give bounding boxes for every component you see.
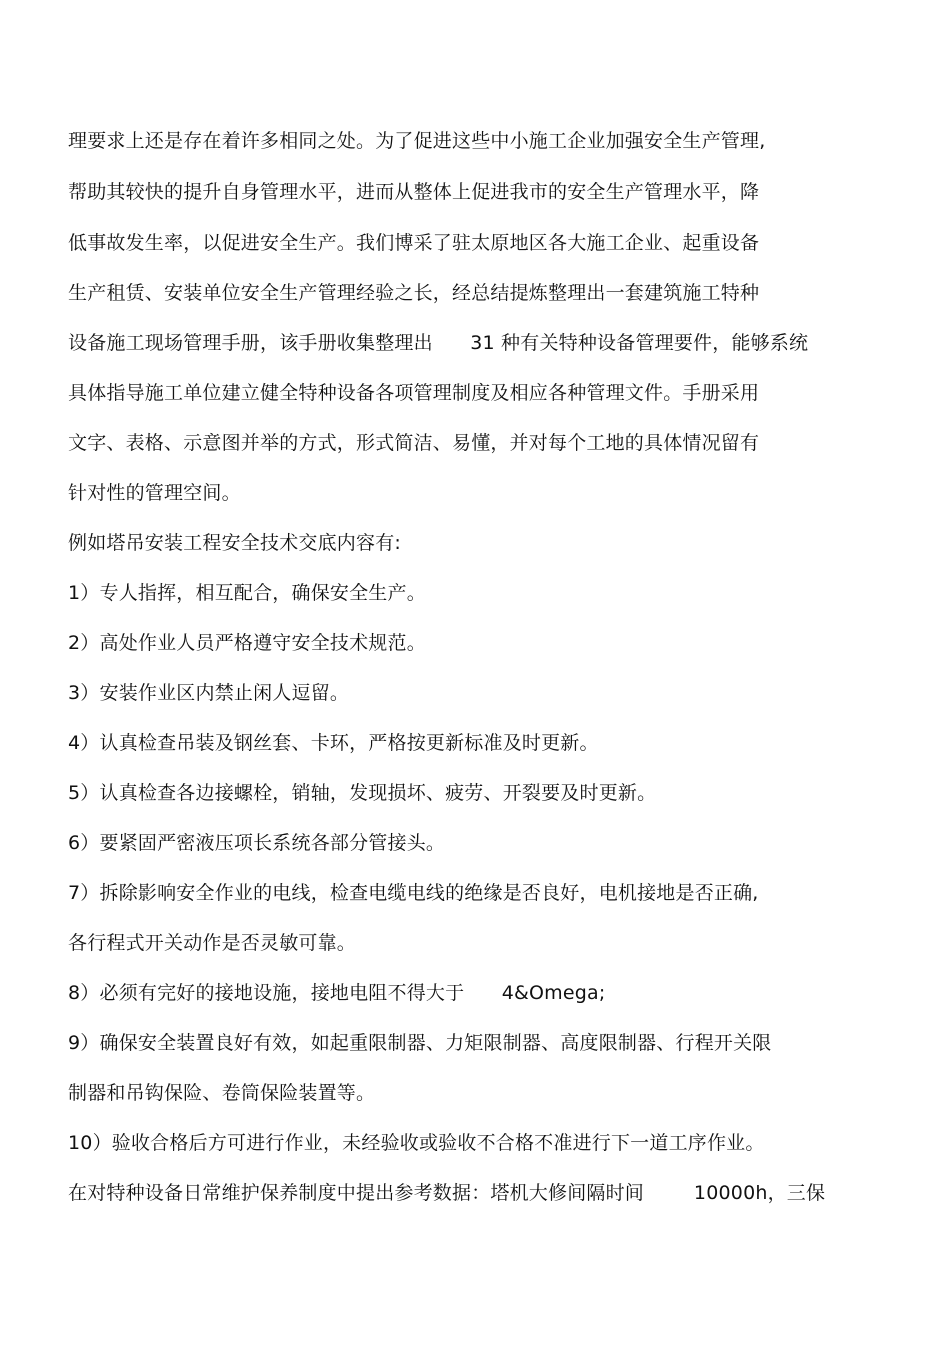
list-item: 9）确保安全装置良好有效，如起重限制器、力矩限制器、高度限制器、行程开关限: [68, 1032, 772, 1054]
list-item-continuation: 各行程式开关动作是否灵敏可靠。: [68, 932, 357, 954]
text-line: 理要求上还是存在着许多相同之处。为了促进这些中小施工企业加强安全生产管理,: [68, 130, 766, 152]
list-item: 1）专人指挥，相互配合，确保安全生产。: [68, 582, 426, 604]
list-item: 7）拆除影响安全作业的电线，检查电缆电线的绝缘是否良好，电机接地是否正确,: [68, 882, 759, 904]
text-line: 例如塔吊安装工程安全技术交底内容有:: [68, 532, 402, 554]
text-line: 低事故发生率，以促进安全生产。我们博采了驻太原地区各大施工企业、起重设备: [68, 232, 760, 254]
list-item: 3）安装作业区内禁止闲人逗留。: [68, 682, 350, 704]
text-line: 文字、表格、示意图并举的方式，形式简洁、易懂，并对每个工地的具体情况留有: [68, 432, 760, 454]
list-item-continuation: 制器和吊钩保险、卷筒保险装置等。: [68, 1082, 376, 1104]
list-item: 4）认真检查吊装及钢丝套、卡环，严格按更新标准及时更新。: [68, 732, 599, 754]
list-item: 5）认真检查各边接螺栓，销轴，发现损坏、疲劳、开裂要及时更新。: [68, 782, 657, 804]
list-item: 10）验收合格后方可进行作业，未经验收或验收不合格不准进行下一道工序作业。: [68, 1132, 765, 1154]
text-line: 具体指导施工单位建立健全特种设备各项管理制度及相应各种管理文件。手册采用: [68, 382, 760, 404]
text-line: 帮助其较快的提升自身管理水平，进而从整体上促进我市的安全生产管理水平，降: [68, 181, 760, 203]
list-item: 6）要紧固严密液压项长系统各部分管接头。: [68, 832, 446, 854]
text-line: 设备施工现场管理手册，该手册收集整理出 31 种有关特种设备管理要件，能够系统: [68, 332, 809, 354]
text-line: 生产租赁、安装单位安全生产管理经验之长，经总结提炼整理出一套建筑施工特种: [68, 282, 760, 304]
list-item: 8）必须有完好的接地设施，接地电阻不得大于 4&Omega;: [68, 982, 606, 1004]
text-line: 针对性的管理空间。: [68, 482, 241, 504]
list-item: 2）高处作业人员严格遵守安全技术规范。: [68, 632, 426, 654]
text-line: 在对特种设备日常维护保养制度中提出参考数据：塔机大修间隔时间 10000h，三保: [68, 1182, 826, 1204]
